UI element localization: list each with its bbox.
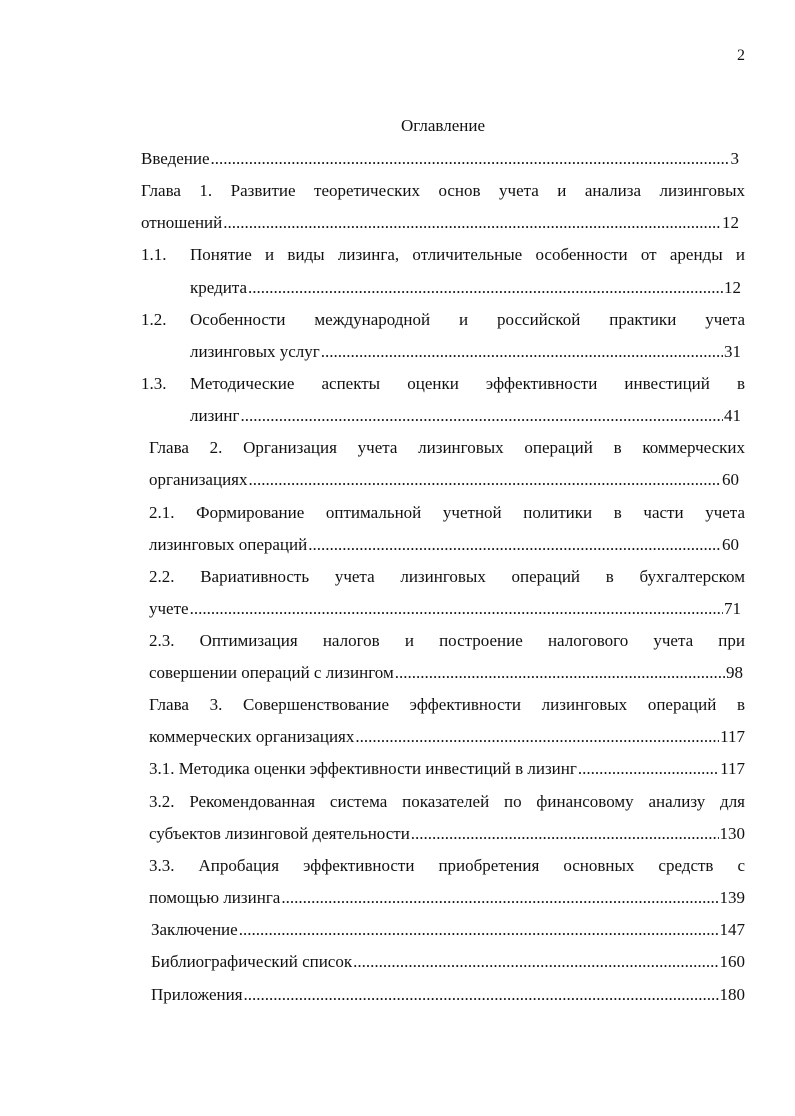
toc-entry-3-1[interactable]	[149, 759, 745, 779]
dot-leader	[239, 920, 719, 940]
toc-entry-page: 117	[720, 727, 745, 746]
toc-entry-3-2-line1[interactable]: 3.2. Рекомендованная система показателей по финансовому анализу для	[149, 792, 745, 811]
toc-entry-1-2-line1[interactable]: Особенности международной и российской практики учета	[190, 310, 745, 329]
dot-leader	[190, 599, 723, 619]
toc-entry-text: отношений	[141, 213, 223, 232]
dot-leader	[223, 213, 721, 233]
toc-entry-1-3-line1[interactable]: Методические аспекты оценки эффективности инвестиций в	[190, 374, 745, 393]
toc-entry-text: Приложения	[151, 985, 243, 1004]
toc-entry-2-2-line1[interactable]: 2.2. Вариативность учета лизинговых операций в бухгалтерском	[149, 567, 745, 586]
dot-leader	[308, 535, 721, 555]
dot-leader	[244, 985, 719, 1005]
toc-entry-chapter-1-line1[interactable]: Глава 1. Развитие теоретических основ учета и анализа лизинговых	[141, 181, 745, 200]
toc-entry-1-2[interactable]	[190, 342, 741, 362]
toc-entry-text: учете	[149, 599, 189, 618]
toc-entry-text: Библиографический список	[151, 952, 353, 971]
toc-entry-page: 60	[722, 535, 739, 554]
dot-leader	[578, 759, 719, 779]
toc-entry-2-1-line1[interactable]: 2.1. Формирование оптимальной учетной политики в части учета	[149, 503, 745, 522]
toc-entry-chapter-3-line1[interactable]: Глава 3. Совершенствование эффективности лизинговых операций в	[149, 695, 745, 714]
toc-entry-number: 1.2.	[141, 310, 167, 329]
toc-entry-2-2[interactable]	[149, 599, 741, 619]
toc-entry-chapter-3[interactable]	[149, 727, 745, 747]
toc-entry-2-3[interactable]	[149, 663, 743, 683]
toc-entry-page: 130	[719, 824, 745, 843]
toc-entry-1-1[interactable]	[190, 278, 741, 298]
toc-entry-text: организациях	[149, 470, 248, 489]
toc-entry-page: 31	[724, 342, 741, 361]
dot-leader	[355, 727, 719, 747]
toc-entry-text: лизинговых операций	[149, 535, 308, 554]
toc-entry-page: 180	[719, 985, 745, 1004]
toc-entry-page: 71	[724, 599, 741, 618]
toc-entry-2-3-line1[interactable]: 2.3. Оптимизация налогов и построение налогового учета при	[149, 631, 745, 650]
toc-entry-chapter-2[interactable]	[149, 470, 739, 490]
toc-entry-bibliography[interactable]	[151, 952, 745, 972]
toc-entry-text: помощью лизинга	[149, 888, 281, 907]
toc-entry-page: 160	[719, 952, 745, 971]
toc-entry-text: лизинг	[190, 406, 240, 425]
toc-entry-chapter-1[interactable]	[141, 213, 739, 233]
toc-entry-text: кредита	[190, 278, 248, 297]
toc-entry-page: 147	[719, 920, 745, 939]
toc-entry-1-1-line1[interactable]: Понятие и виды лизинга, отличительные особенности от аренды и	[190, 245, 745, 264]
dot-leader	[395, 663, 725, 683]
toc-entry-text: коммерческих организациях	[149, 727, 355, 746]
dot-leader	[281, 888, 718, 908]
toc-entry-page: 60	[722, 470, 739, 489]
dot-leader	[240, 406, 723, 426]
toc-entry-page: 3	[730, 149, 739, 168]
toc-entry-text: 3.1. Методика оценки эффективности инвестиций в лизинг	[149, 759, 577, 778]
page-number: 2	[737, 47, 745, 64]
toc-entry-number: 1.3.	[141, 374, 167, 393]
toc-entry-text: субъектов лизинговой деятельности	[149, 824, 410, 843]
toc-entry-introduction[interactable]	[141, 149, 739, 169]
toc-entry-page: 98	[726, 663, 743, 682]
toc-entry-page: 117	[720, 759, 745, 778]
toc-entry-1-3[interactable]	[190, 406, 741, 426]
dot-leader	[353, 952, 718, 972]
toc-entry-conclusion[interactable]	[151, 920, 745, 940]
toc-entry-text: лизинговых услуг	[190, 342, 320, 361]
dot-leader	[249, 470, 722, 490]
toc-entry-text: совершении операций с лизингом	[149, 663, 394, 682]
dot-leader	[248, 278, 723, 298]
toc-entry-text: Заключение	[151, 920, 238, 939]
toc-entry-page: 12	[722, 213, 739, 232]
toc-entry-appendices[interactable]	[151, 985, 745, 1005]
dot-leader	[411, 824, 719, 844]
toc-title: Оглавление	[401, 116, 485, 135]
toc-entry-text: Введение	[141, 149, 210, 168]
dot-leader	[321, 342, 723, 362]
toc-entry-number: 1.1.	[141, 245, 167, 264]
toc-entry-3-2[interactable]	[149, 824, 745, 844]
dot-leader	[211, 149, 730, 169]
toc-entry-chapter-2-line1[interactable]: Глава 2. Организация учета лизинговых операций в коммерческих	[149, 438, 745, 457]
toc-entry-2-1[interactable]	[149, 535, 739, 555]
toc-entry-page: 41	[724, 406, 741, 425]
toc-entry-page: 12	[724, 278, 741, 297]
toc-entry-3-3[interactable]	[149, 888, 745, 908]
toc-entry-page: 139	[719, 888, 745, 907]
toc-entry-3-3-line1[interactable]: 3.3. Апробация эффективности приобретения основных средств с	[149, 856, 745, 875]
